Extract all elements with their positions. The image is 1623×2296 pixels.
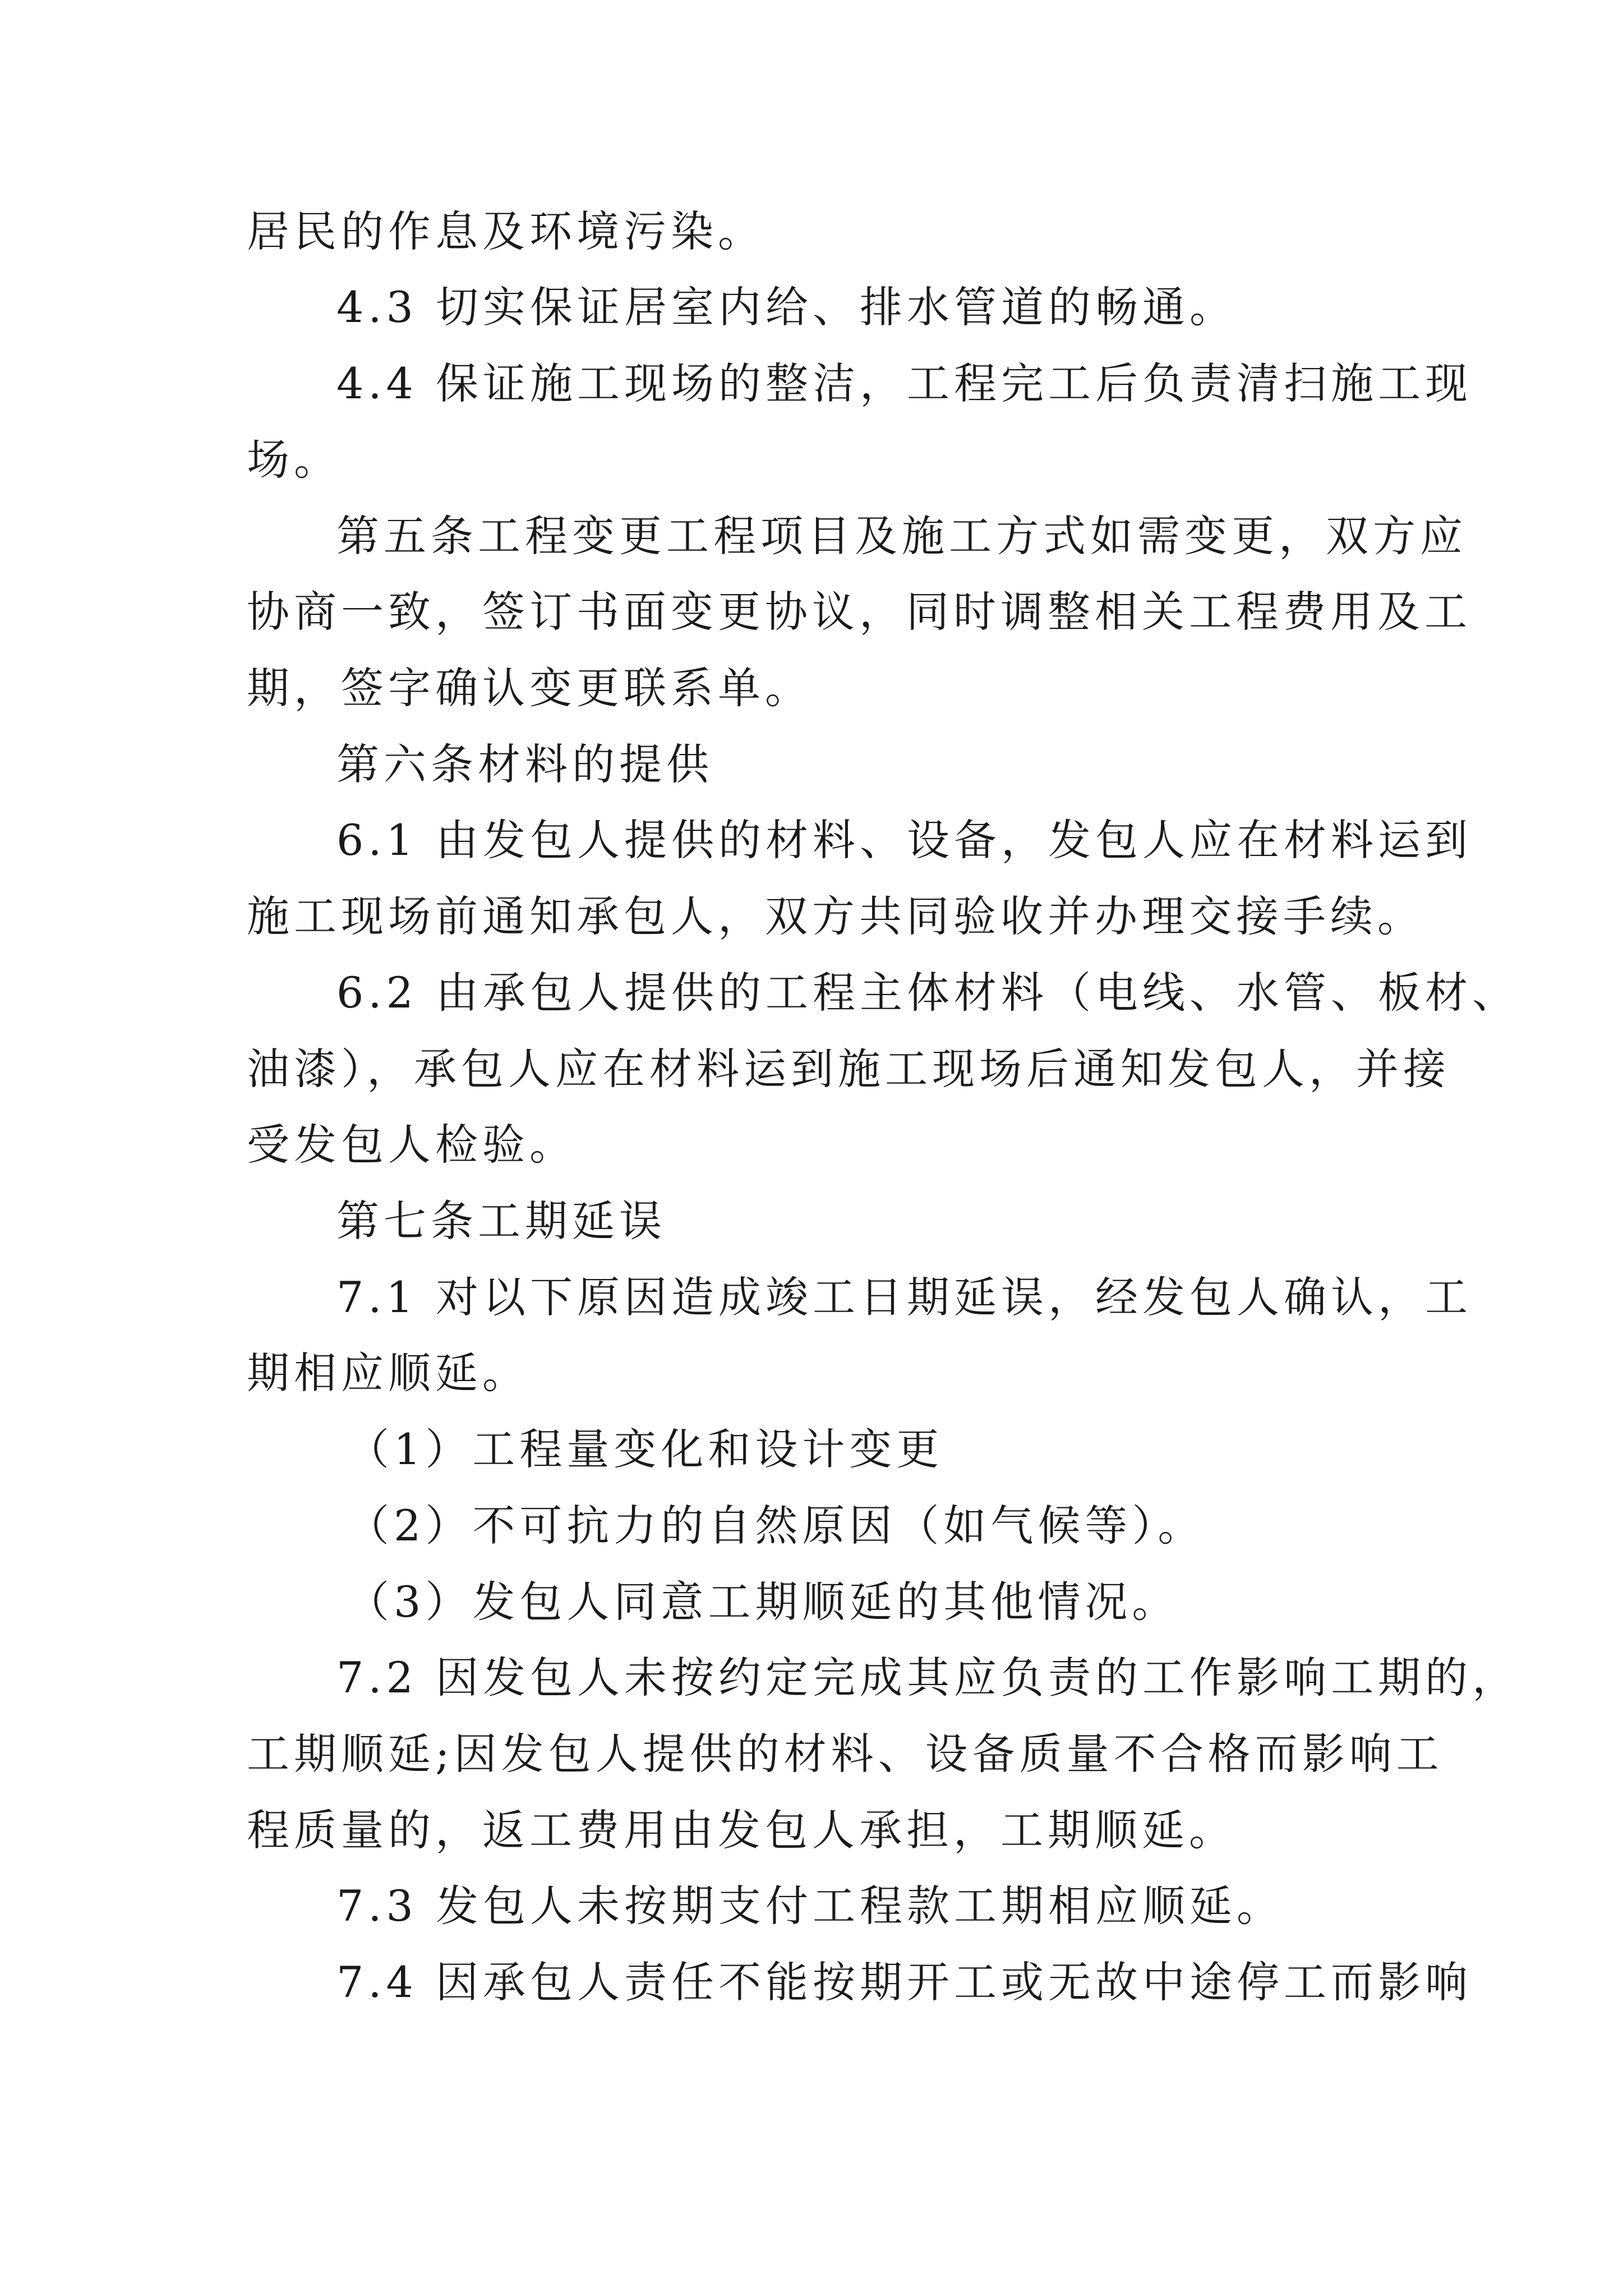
text-line: 4.4 保证施工现场的整洁，工程完工后负责清扫施工现 <box>336 358 1473 408</box>
section-heading: 第六条材料的提供 <box>336 739 713 789</box>
text-line: 7.1 对以下原因造成竣工日期延误，经发包人确认，工 <box>336 1272 1473 1322</box>
text-line: 程质量的，返工费用由发包人承担，工期顺延。 <box>247 1805 1236 1855</box>
text-line: 7.4 因承包人责任不能按期开工或无故中途停工而影响 <box>336 1957 1473 2007</box>
list-item: （2）不可抗力的自然原因（如气候等）。 <box>347 1501 1205 1550</box>
text-line: 场。 <box>247 435 341 485</box>
text-line: 工期顺延;因发包人提供的材料、设备质量不合格而影响工 <box>247 1729 1444 1779</box>
list-item: （3）发包人同意工期顺延的其他情况。 <box>347 1577 1179 1627</box>
text-line: 第五条工程变更工程项目及施工方式如需变更，双方应 <box>336 511 1467 561</box>
text-line: 居民的作息及环境污染。 <box>247 206 765 256</box>
text-line: 7.3 发包人未按期支付工程款工期相应顺延。 <box>336 1881 1284 1931</box>
text-line: 期相应顺延。 <box>247 1348 529 1398</box>
section-heading: 第七条工期延误 <box>336 1196 666 1246</box>
text-line: 期，签字确认变更联系单。 <box>247 663 812 713</box>
text-line: 7.2 因发包人未按约定完成其应负责的工作影响工期的， <box>336 1653 1520 1703</box>
text-line: 6.1 由发包人提供的材料、设备，发包人应在材料运到 <box>336 815 1473 865</box>
text-line: 协商一致，签订书面变更协议，同时调整相关工程费用及工 <box>247 587 1472 637</box>
list-item: （1）工程量变化和设计变更 <box>347 1424 944 1474</box>
text-line: 4.3 切实保证居室内给、排水管道的畅通。 <box>336 282 1237 332</box>
text-line: 油漆），承包人应在材料运到施工现场后通知发包人，并接 <box>247 1044 1450 1094</box>
text-line: 6.2 由承包人提供的工程主体材料（电线、水管、板材、 <box>336 968 1520 1018</box>
text-line: 受发包人检验。 <box>247 1120 577 1170</box>
text-line: 施工现场前通知承包人，双方共同验收并办理交接手续。 <box>247 891 1424 941</box>
